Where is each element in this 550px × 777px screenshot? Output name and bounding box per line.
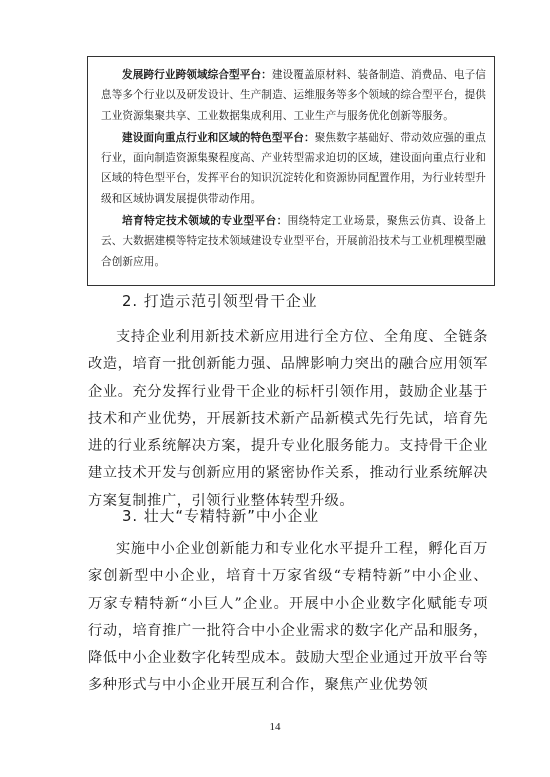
platform-text-box	[87, 56, 495, 286]
page-number: 14	[269, 721, 281, 733]
section-3-body	[88, 536, 488, 700]
section-2-heading: 2. 打造示范引领型骨干企业	[122, 293, 318, 310]
section-2-body	[88, 324, 488, 515]
box-item-3-title: 培育特定技术领域的专业型平台：	[122, 215, 288, 228]
box-item-2	[101, 128, 486, 209]
box-item-2-title: 建设面向重点行业和区域的特色型平台：	[122, 131, 315, 144]
box-item-3	[101, 211, 486, 272]
box-item-2-text: 聚焦数字基础好、带动效应强的重点行业，面向制造资源集聚程度高、产业转型需求迫切的区域，建设面向重点行业和区域的特色型平台，发挥平台的知识沉淀转化和资源协同配置作用，为行业转型升级和区域协调发展提供带动作用。	[101, 131, 486, 205]
box-item-1	[101, 65, 486, 126]
box-item-3-text: 围绕特定工业场景，聚焦云仿真、设备上云、大数据建模等特定技术领域建设专业型平台，开展前沿技术与工业机理模型融合创新应用。	[101, 215, 486, 268]
box-item-1-text: 建设覆盖原材料、装备制造、消费品、电子信息等多个行业以及研发设计、生产制造、运维服务等多个领域的综合型平台，提供工业资源集聚共享、工业数据集成利用、工业生产与服务优化创新等服务。	[101, 69, 486, 122]
box-item-1-title: 发展跨行业跨领域综合型平台：	[122, 69, 272, 81]
section-3-paragraph: 实施中小企业创新能力和专业化水平提升工程，孵化百万家创新型中小企业，培育十万家省级“专精特新”中小企业、万家专精特新“小巨人”企业。开展中小企业数字化赋能专项行动，培育推广一批符合中小企业需求的数字化产品和服务，降低中小企业数字化转型成本。鼓励大型企业通过开放平台等多种形式与中小企业开展互利合作，聚焦产业优势领	[88, 541, 488, 694]
section-3-heading: 3. 壮大“专精特新”中小企业	[122, 508, 320, 525]
section-2-paragraph: 支持企业利用新技术新应用进行全方位、全角度、全链条改造，培育一批创新能力强、品牌影响力突出的融合应用领军企业。充分发挥行业骨干企业的标杆引领作用，鼓励企业基于技术和产业优势，开展新技术新产品新模式先行先试，培育先进的行业系统解决方案，提升专业化服务能力。支持骨干企业建立技术开发与创新应用的紧密协作关系，推动行业系统解决方案复制推广，引领行业整体转型升级。	[88, 329, 488, 509]
